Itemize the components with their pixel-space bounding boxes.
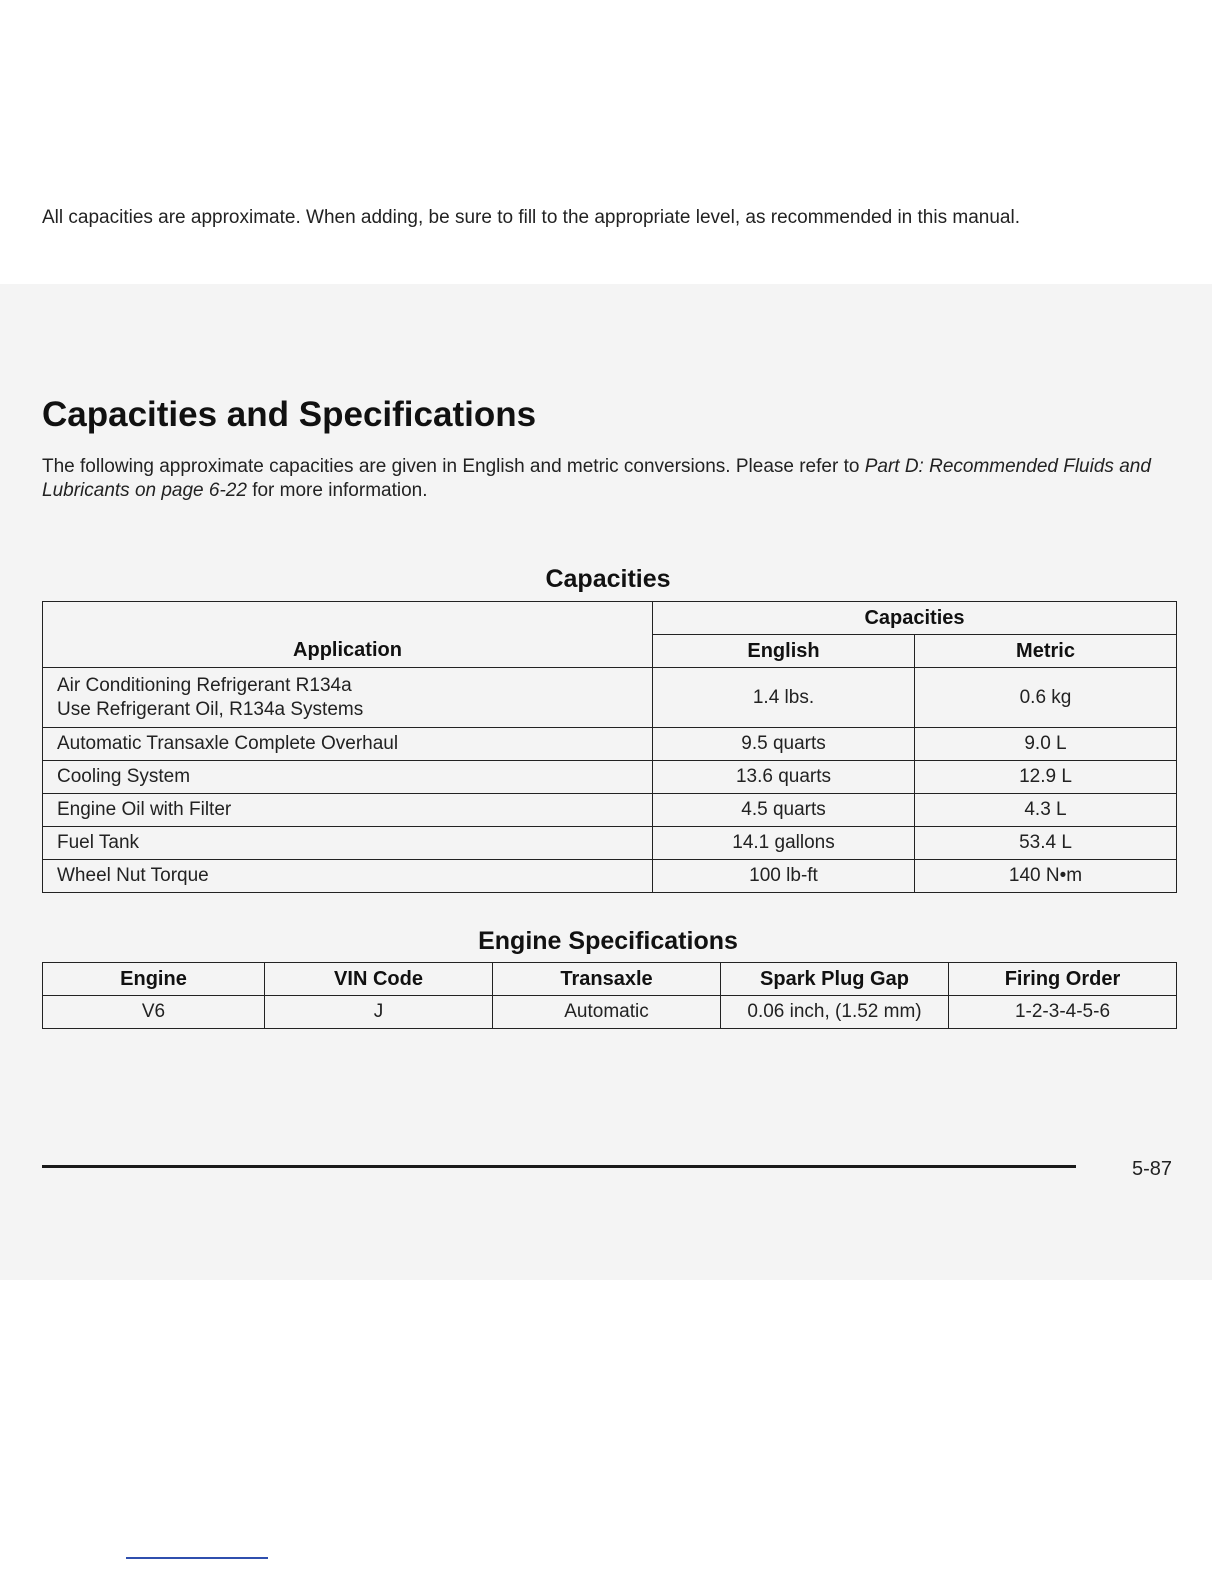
footer-rule <box>42 1165 1076 1168</box>
page-title: Capacities and Specifications <box>42 395 537 434</box>
application-cell: Cooling System <box>43 761 653 794</box>
intro-text-end: for more information. <box>246 480 428 501</box>
transaxle-cell: Automatic <box>493 996 721 1029</box>
application-cell <box>43 668 653 728</box>
application-header: Application <box>43 635 653 668</box>
intro-text-start: The following approximate capacities are given in English and metric conversions. Please refer to <box>42 456 865 477</box>
metric-cell: 9.0 L <box>915 728 1177 761</box>
firing-order-header: Firing Order <box>949 963 1177 996</box>
table-row <box>43 794 1177 827</box>
spark-plug-gap-cell: 0.06 inch, (1.52 mm) <box>721 996 949 1029</box>
application-cell: Fuel Tank <box>43 827 653 860</box>
metric-header: Metric <box>915 635 1177 668</box>
intro-paragraph <box>42 455 1182 503</box>
engine-header-row <box>43 963 1177 996</box>
engine-header: Engine <box>43 963 265 996</box>
english-cell: 100 lb-ft <box>653 860 915 893</box>
english-cell: 9.5 quarts <box>653 728 915 761</box>
metric-cell: 4.3 L <box>915 794 1177 827</box>
vin-code-cell: J <box>265 996 493 1029</box>
metric-cell: 140 N•m <box>915 860 1177 893</box>
firing-order-cell: 1-2-3-4-5-6 <box>949 996 1177 1029</box>
capacities-group-header: Capacities <box>653 602 1177 635</box>
application-cell: Automatic Transaxle Complete Overhaul <box>43 728 653 761</box>
application-cell: Engine Oil with Filter <box>43 794 653 827</box>
engine-specifications-table <box>42 962 1177 1029</box>
metric-cell: 12.9 L <box>915 761 1177 794</box>
english-header: English <box>653 635 915 668</box>
table-row <box>43 996 1177 1029</box>
intro-reference: Part D: Recommended Fluids and Lubricants on page 6-22 <box>42 456 1151 501</box>
capacities-header-row <box>43 635 1177 668</box>
capacities-group-header-row <box>43 602 1177 635</box>
table-row <box>43 668 1177 728</box>
application-line: Air Conditioning Refrigerant R134a <box>57 674 352 696</box>
metric-cell: 53.4 L <box>915 827 1177 860</box>
link-underline <box>126 1557 268 1559</box>
english-cell: 14.1 gallons <box>653 827 915 860</box>
metric-cell: 0.6 kg <box>915 668 1177 728</box>
transaxle-header: Transaxle <box>493 963 721 996</box>
table-row <box>43 827 1177 860</box>
page-number: 5-87 <box>1132 1158 1173 1180</box>
application-header-spacer <box>43 602 653 635</box>
application-cell: Wheel Nut Torque <box>43 860 653 893</box>
english-cell: 4.5 quarts <box>653 794 915 827</box>
english-cell: 13.6 quarts <box>653 761 915 794</box>
engine-cell: V6 <box>43 996 265 1029</box>
capacities-table <box>42 601 1177 893</box>
table-row <box>43 728 1177 761</box>
approximate-note: All capacities are approximate. When adding, be sure to fill to the appropriate level, as recommended in this manual. <box>42 207 1020 228</box>
english-cell: 1.4 lbs. <box>653 668 915 728</box>
application-line: Use Refrigerant Oil, R134a Systems <box>57 698 364 720</box>
spark-plug-gap-header: Spark Plug Gap <box>721 963 949 996</box>
table-row <box>43 761 1177 794</box>
table-row <box>43 860 1177 893</box>
engine-specifications-caption: Engine Specifications <box>478 927 738 955</box>
vin-code-header: VIN Code <box>265 963 493 996</box>
capacities-caption: Capacities <box>545 565 671 593</box>
